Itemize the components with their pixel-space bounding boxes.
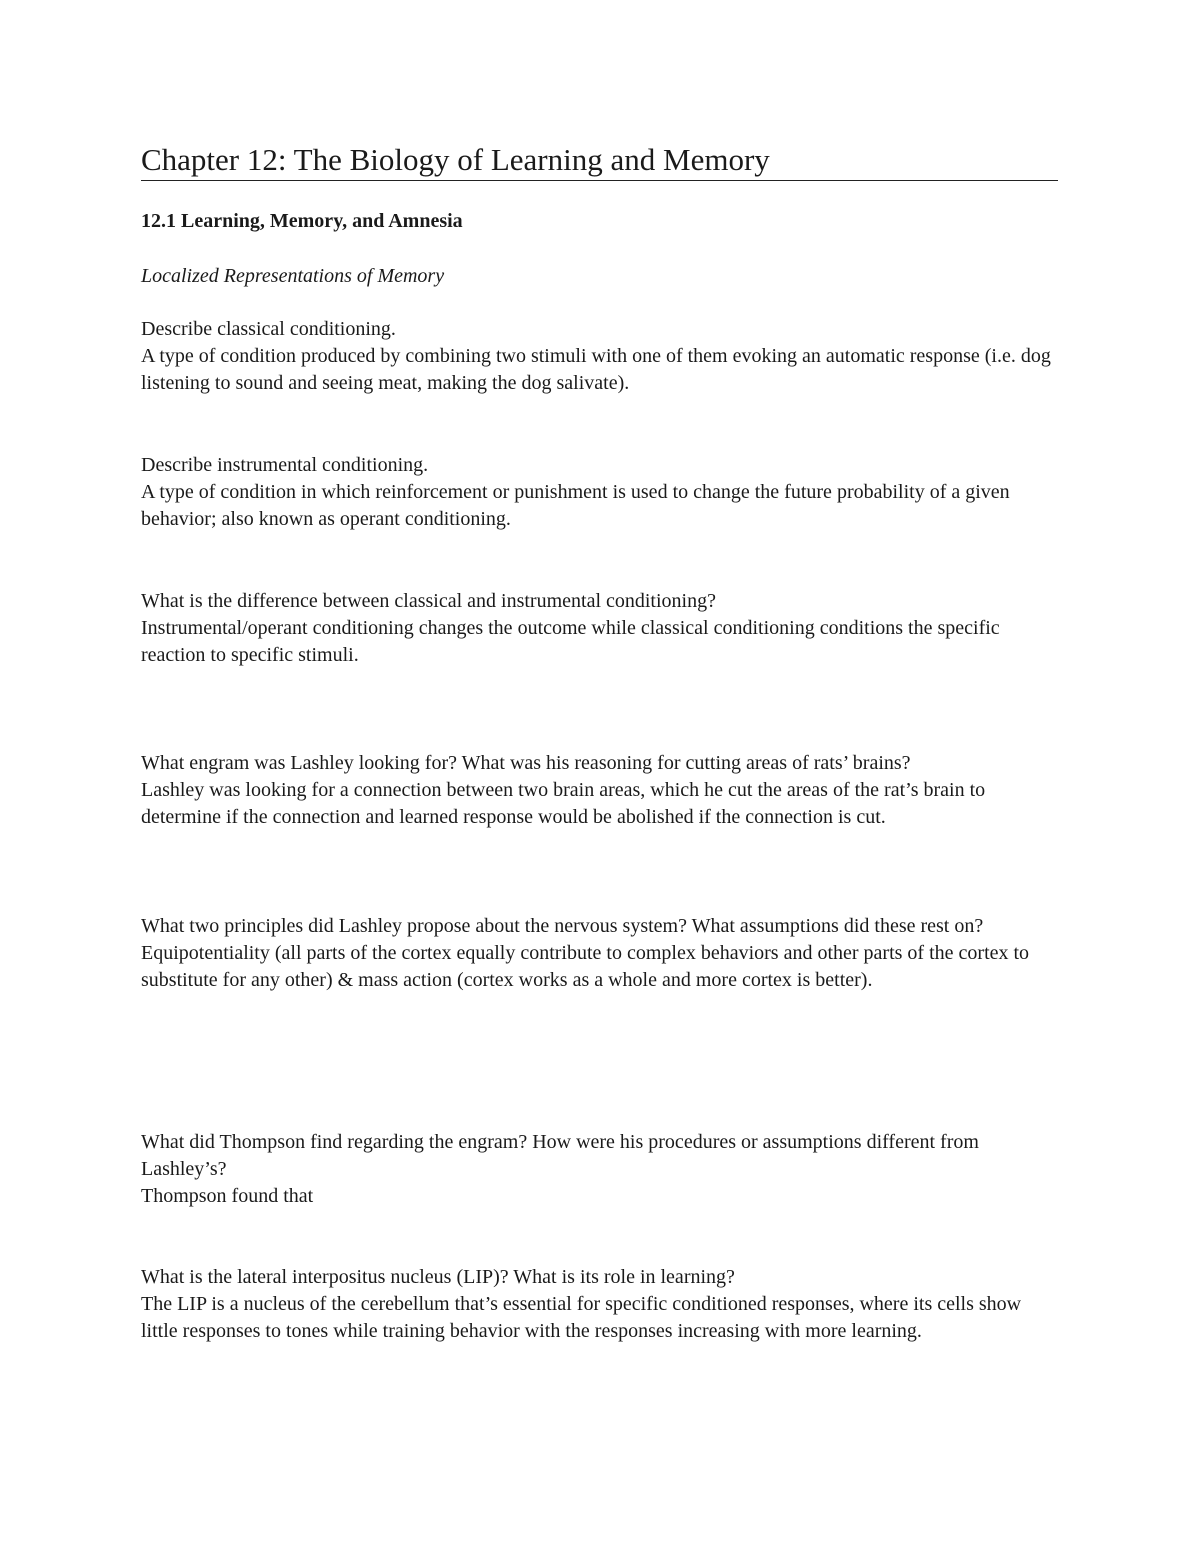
- question-text: Describe instrumental conditioning.: [141, 454, 429, 476]
- qa-block-thompson: [141, 1129, 1061, 1210]
- section-heading: 12.1 Learning, Memory, and Amnesia: [141, 210, 463, 232]
- subsection-heading: Localized Representations of Memory: [141, 265, 445, 287]
- qa-block-instrumental: [141, 452, 1061, 533]
- qa-block-difference: [141, 588, 1061, 669]
- answer-text: Equipotentiality (all parts of the cortex equally contribute to complex behaviors and other parts of the cortex to substitute for any other) & mass action (cortex works as a whole and more cortex is better).: [141, 942, 1030, 991]
- answer-text: Instrumental/operant conditioning changes the outcome while classical conditioning conditions the specific reaction to specific stimuli.: [141, 617, 1000, 666]
- answer-text: A type of condition produced by combining two stimuli with one of them evoking an automatic response (i.e. dog listening to sound and seeing meat, making the dog salivate).: [141, 345, 1051, 394]
- qa-block-classical: [141, 316, 1061, 397]
- question-text: Describe classical conditioning.: [141, 318, 396, 340]
- question-text: What two principles did Lashley propose about the nervous system? What assumptions did these rest on?: [141, 915, 984, 937]
- answer-text: A type of condition in which reinforcement or punishment is used to change the future probability of a given behavior; also known as operant conditioning.: [141, 481, 1010, 530]
- question-text: What is the lateral interpositus nucleus (LIP)? What is its role in learning?: [141, 1266, 735, 1288]
- chapter-title: Chapter 12: The Biology of Learning and Memory: [141, 140, 1058, 181]
- answer-text: Lashley was looking for a connection between two brain areas, which he cut the areas of the rat’s brain to determine if the connection and learned response would be abolished if the connection is cut.: [141, 779, 986, 828]
- question-text: What engram was Lashley looking for? What was his reasoning for cutting areas of rats’ brains?: [141, 752, 911, 774]
- question-text: What is the difference between classical and instrumental conditioning?: [141, 590, 716, 612]
- qa-block-lip: [141, 1264, 1061, 1345]
- qa-block-lashley-engram: [141, 750, 1061, 831]
- answer-text: The LIP is a nucleus of the cerebellum that’s essential for specific conditioned responses, where its cells show little responses to tones while training behavior with the responses increasing with more learning.: [141, 1293, 1022, 1342]
- question-text: What did Thompson find regarding the engram? How were his procedures or assumptions different from Lashley’s?: [141, 1131, 979, 1180]
- qa-block-lashley-principles: [141, 913, 1061, 994]
- answer-text: Thompson found that: [141, 1185, 314, 1207]
